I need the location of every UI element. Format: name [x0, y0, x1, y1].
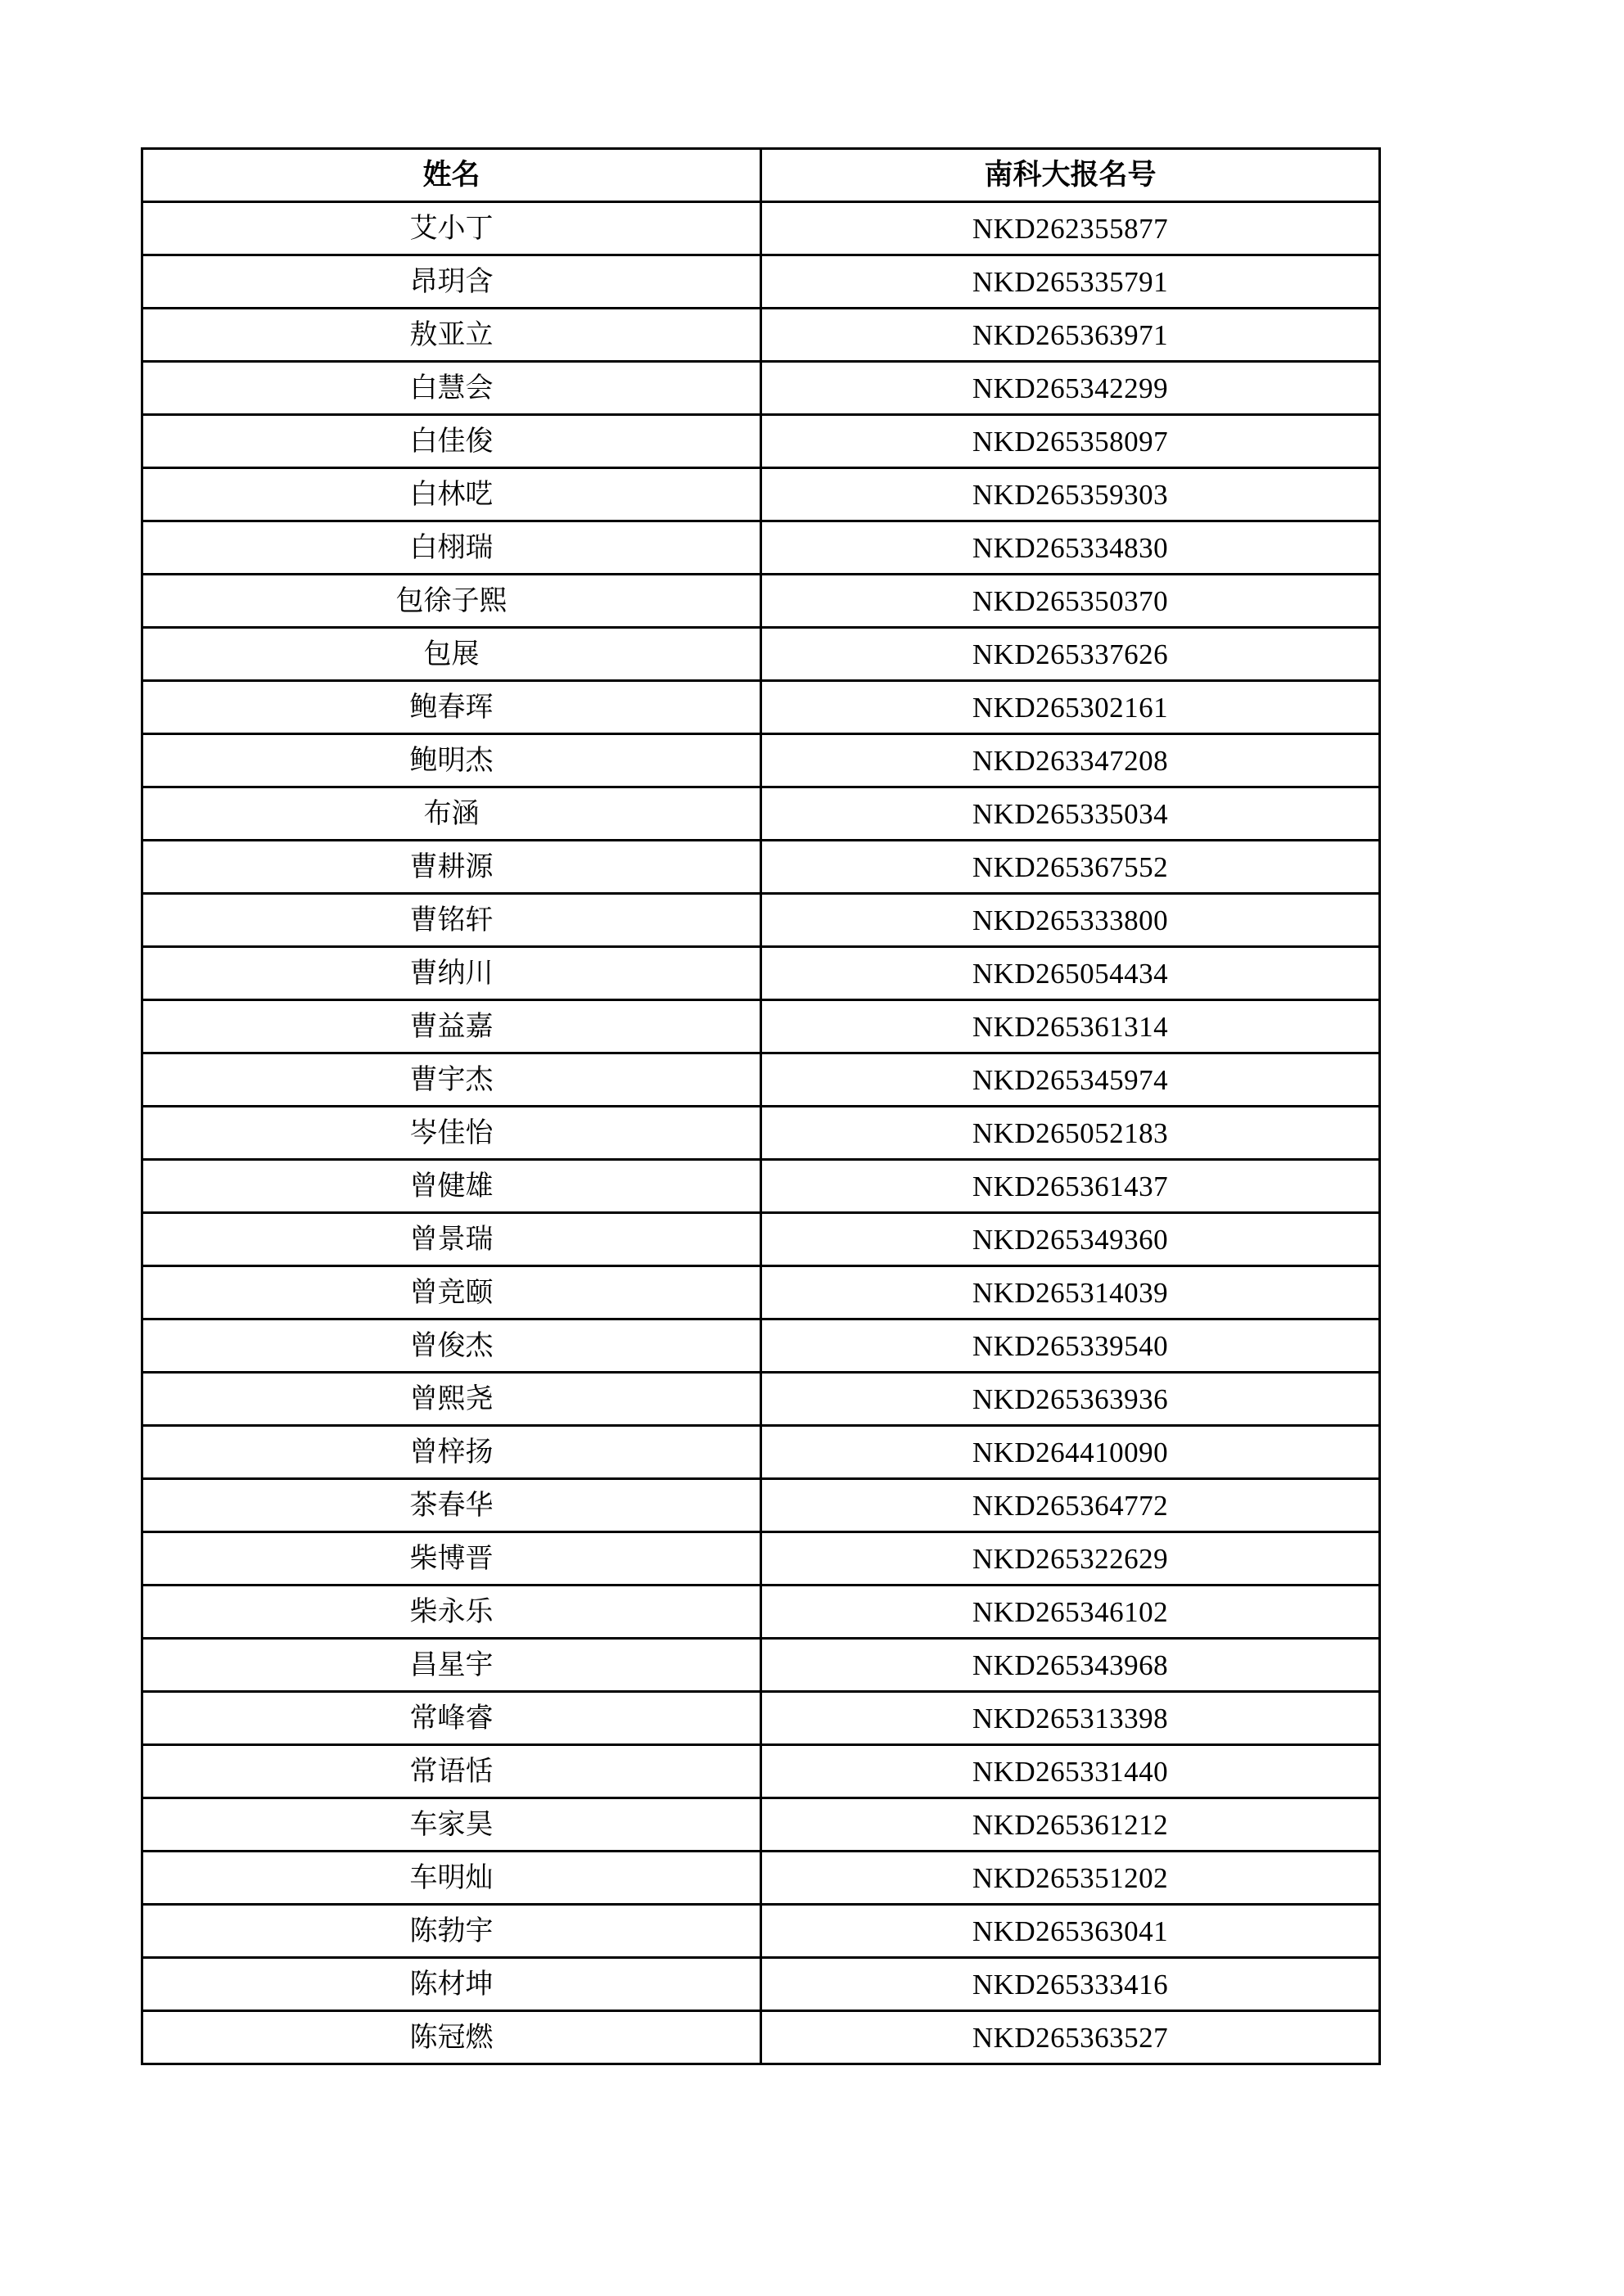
- table-row: [142, 202, 1380, 255]
- table-row: [142, 1319, 1380, 1373]
- registration-id-cell: NKD265334830: [761, 521, 1380, 575]
- registration-id-cell: NKD265364772: [761, 1479, 1380, 1532]
- student-name-cell: 鲍明杰: [142, 734, 761, 787]
- table-row: [142, 894, 1380, 947]
- registration-id-cell: NKD265343968: [761, 1639, 1380, 1692]
- student-name-cell: 茶春华: [142, 1479, 761, 1532]
- student-name-cell: 布涵: [142, 787, 761, 841]
- registration-id-cell: NKD263347208: [761, 734, 1380, 787]
- registration-id-cell: NKD265346102: [761, 1586, 1380, 1639]
- table-row: [142, 1426, 1380, 1479]
- student-name-cell: 陈勃宇: [142, 1905, 761, 1958]
- student-name-cell: 车明灿: [142, 1852, 761, 1905]
- student-name-cell: 曹铭轩: [142, 894, 761, 947]
- table-row: [142, 468, 1380, 521]
- registration-id-cell: NKD265313398: [761, 1692, 1380, 1745]
- student-name-cell: 艾小丁: [142, 202, 761, 255]
- student-name-cell: 曹耕源: [142, 841, 761, 894]
- table-row: [142, 1586, 1380, 1639]
- table-row: [142, 1373, 1380, 1426]
- registration-id-cell: NKD265339540: [761, 1319, 1380, 1373]
- registration-id-cell: NKD265363971: [761, 309, 1380, 362]
- registration-id-cell: NKD265363041: [761, 1905, 1380, 1958]
- student-name-cell: 昌星宇: [142, 1639, 761, 1692]
- table-row: [142, 1532, 1380, 1586]
- column-header-registration-id: 南科大报名号: [761, 149, 1380, 202]
- registration-id-cell: NKD265331440: [761, 1745, 1380, 1798]
- student-name-cell: 白慧会: [142, 362, 761, 415]
- registration-id-cell: NKD265345974: [761, 1053, 1380, 1107]
- registration-id-cell: NKD265351202: [761, 1852, 1380, 1905]
- table-row: [142, 1639, 1380, 1692]
- student-name-cell: 昂玥含: [142, 255, 761, 309]
- table-row: [142, 734, 1380, 787]
- registration-id-cell: NKD265054434: [761, 947, 1380, 1000]
- student-name-cell: 车家昊: [142, 1798, 761, 1852]
- registration-id-cell: NKD265342299: [761, 362, 1380, 415]
- registration-id-cell: NKD265322629: [761, 1532, 1380, 1586]
- student-name-cell: 常语恬: [142, 1745, 761, 1798]
- table-row: [142, 1213, 1380, 1266]
- table-row: [142, 255, 1380, 309]
- table-row: [142, 1745, 1380, 1798]
- student-name-cell: 陈冠燃: [142, 2011, 761, 2064]
- table-row: [142, 521, 1380, 575]
- registration-id-cell: NKD265349360: [761, 1213, 1380, 1266]
- registration-id-cell: NKD265333800: [761, 894, 1380, 947]
- header-row: [142, 149, 1380, 202]
- table-row: [142, 2011, 1380, 2064]
- registration-id-cell: NKD265367552: [761, 841, 1380, 894]
- registration-id-cell: NKD265361314: [761, 1000, 1380, 1053]
- student-name-cell: 常峰睿: [142, 1692, 761, 1745]
- column-header-name: 姓名: [142, 149, 761, 202]
- student-name-cell: 白栩瑞: [142, 521, 761, 575]
- registration-id-cell: NKD265350370: [761, 575, 1380, 628]
- registration-id-cell: NKD265333416: [761, 1958, 1380, 2011]
- registration-id-cell: NKD265302161: [761, 681, 1380, 734]
- student-name-cell: 曾健雄: [142, 1160, 761, 1213]
- table-row: [142, 1692, 1380, 1745]
- table-row: [142, 1160, 1380, 1213]
- student-name-cell: 白佳俊: [142, 415, 761, 468]
- student-name-cell: 曹益嘉: [142, 1000, 761, 1053]
- table-row: [142, 681, 1380, 734]
- registration-id-cell: NKD265359303: [761, 468, 1380, 521]
- table-row: [142, 787, 1380, 841]
- registration-id-cell: NKD265358097: [761, 415, 1380, 468]
- registration-id-cell: NKD265335034: [761, 787, 1380, 841]
- registration-id-cell: NKD265361212: [761, 1798, 1380, 1852]
- registration-id-cell: NKD265052183: [761, 1107, 1380, 1160]
- student-name-cell: 敖亚立: [142, 309, 761, 362]
- student-name-cell: 曹宇杰: [142, 1053, 761, 1107]
- table-row: [142, 1479, 1380, 1532]
- table-row: [142, 1266, 1380, 1319]
- table-row: [142, 1905, 1380, 1958]
- student-name-cell: 包徐子熙: [142, 575, 761, 628]
- student-name-cell: 包展: [142, 628, 761, 681]
- table-row: [142, 947, 1380, 1000]
- registration-id-cell: NKD265314039: [761, 1266, 1380, 1319]
- student-name-cell: 陈材坤: [142, 1958, 761, 2011]
- student-name-cell: 曹纳川: [142, 947, 761, 1000]
- table-row: [142, 309, 1380, 362]
- student-name-cell: 鲍春珲: [142, 681, 761, 734]
- student-name-cell: 曾梓扬: [142, 1426, 761, 1479]
- student-name-cell: 曾熙尧: [142, 1373, 761, 1426]
- table-row: [142, 1852, 1380, 1905]
- student-name-cell: 曾景瑞: [142, 1213, 761, 1266]
- student-name-cell: 岑佳怡: [142, 1107, 761, 1160]
- table-body: [142, 202, 1380, 2064]
- student-name-cell: 柴永乐: [142, 1586, 761, 1639]
- registration-id-cell: NKD265363936: [761, 1373, 1380, 1426]
- registration-id-cell: NKD265363527: [761, 2011, 1380, 2064]
- table-row: [142, 1958, 1380, 2011]
- table-row: [142, 575, 1380, 628]
- table-row: [142, 628, 1380, 681]
- student-name-cell: 曾竞颐: [142, 1266, 761, 1319]
- student-name-cell: 柴博晋: [142, 1532, 761, 1586]
- roster-table: [141, 147, 1381, 2065]
- registration-id-cell: NKD265337626: [761, 628, 1380, 681]
- registration-id-cell: NKD264410090: [761, 1426, 1380, 1479]
- table-row: [142, 1107, 1380, 1160]
- student-name-cell: 曾俊杰: [142, 1319, 761, 1373]
- table-row: [142, 1798, 1380, 1852]
- registration-id-cell: NKD265335791: [761, 255, 1380, 309]
- table-row: [142, 1053, 1380, 1107]
- registration-id-cell: NKD265361437: [761, 1160, 1380, 1213]
- table-row: [142, 1000, 1380, 1053]
- table-row: [142, 841, 1380, 894]
- student-name-cell: 白林呓: [142, 468, 761, 521]
- table-row: [142, 415, 1380, 468]
- registration-id-cell: NKD262355877: [761, 202, 1380, 255]
- table-row: [142, 362, 1380, 415]
